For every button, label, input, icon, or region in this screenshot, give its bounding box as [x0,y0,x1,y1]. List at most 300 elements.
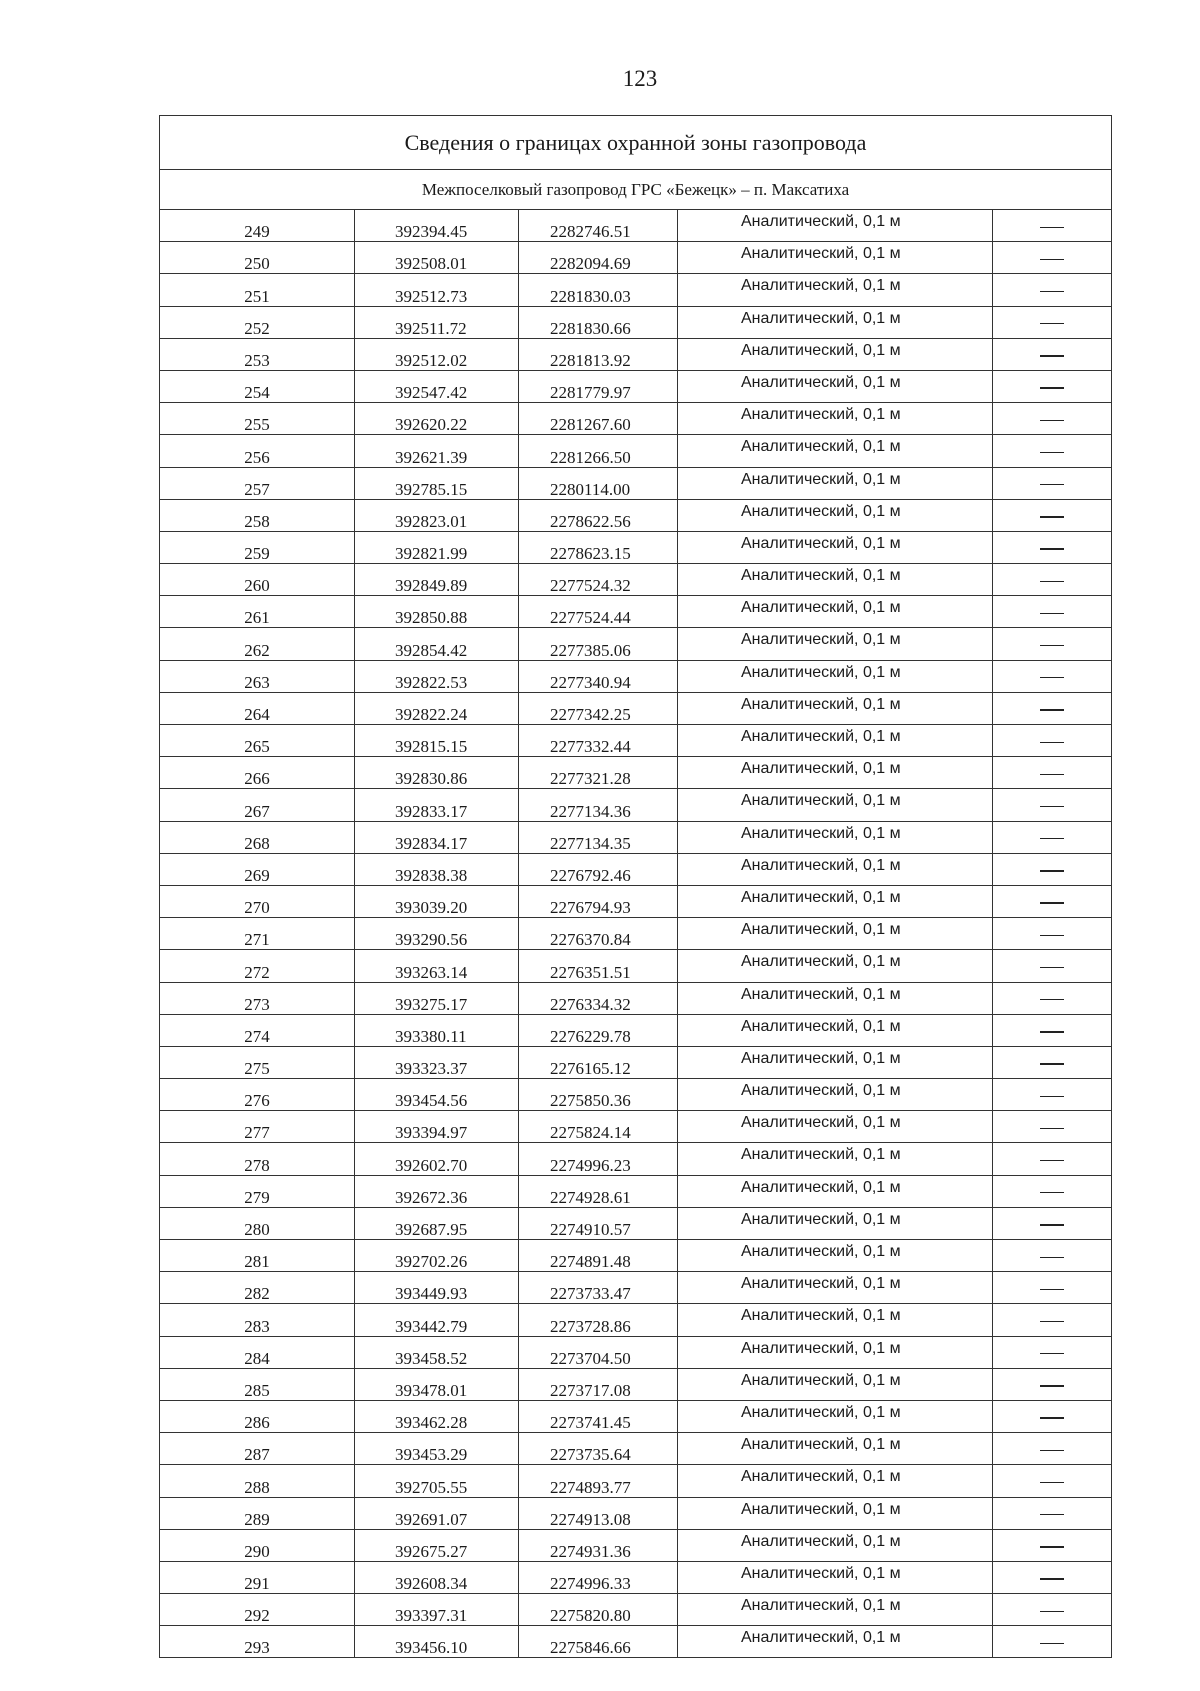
method-accuracy-cell: Аналитический, 0,1 м [678,1304,993,1336]
method-accuracy-cell: Аналитический, 0,1 м [678,435,993,467]
point-number-cell: 285 [160,1368,355,1400]
table-row [160,1433,1112,1465]
point-number-cell: 269 [160,853,355,885]
x-coordinate-cell: 392834.17 [355,821,519,853]
x-coordinate-cell: 392512.02 [355,338,519,370]
x-coordinate-cell: 392854.42 [355,628,519,660]
point-number-cell: 268 [160,821,355,853]
point-number-cell: 291 [160,1561,355,1593]
y-coordinate-cell: 2273733.47 [519,1272,678,1304]
extra-info-cell [993,1079,1112,1111]
table-row [160,1079,1112,1111]
y-coordinate-cell: 2274931.36 [519,1529,678,1561]
x-coordinate-cell: 393458.52 [355,1336,519,1368]
page-number: 123 [622,66,658,91]
y-coordinate-cell: 2281813.92 [519,338,678,370]
y-coordinate-cell: 2277385.06 [519,628,678,660]
method-accuracy-cell: Аналитический, 0,1 м [678,1433,993,1465]
point-number-cell: 283 [160,1304,355,1336]
point-number-cell: 290 [160,1529,355,1561]
y-coordinate-cell: 2275824.14 [519,1111,678,1143]
dash-mark [1040,1611,1064,1612]
method-accuracy-cell: Аналитический, 0,1 м [678,1368,993,1400]
table-subtitle-row [160,170,1112,210]
method-accuracy-cell: Аналитический, 0,1 м [678,564,993,596]
table-subtitle: Межпоселковый газопровод ГРС «Бежецк» – п. Максатиха [160,170,1112,210]
dash-mark [1040,1546,1064,1547]
dash-mark [1040,1160,1064,1161]
point-number-cell: 255 [160,403,355,435]
y-coordinate-cell: 2276794.93 [519,885,678,917]
extra-info-cell [993,1497,1112,1529]
table-row [160,1046,1112,1078]
table-row [160,1240,1112,1272]
x-coordinate-cell: 392687.95 [355,1207,519,1239]
method-accuracy-cell: Аналитический, 0,1 м [678,242,993,274]
dash-mark [1040,1192,1064,1193]
y-coordinate-cell: 2282094.69 [519,242,678,274]
x-coordinate-cell: 393449.93 [355,1272,519,1304]
point-number-cell: 263 [160,660,355,692]
y-coordinate-cell: 2281779.97 [519,370,678,402]
y-coordinate-cell: 2277134.36 [519,789,678,821]
extra-info-cell [993,564,1112,596]
table-row [160,692,1112,724]
x-coordinate-cell: 392621.39 [355,435,519,467]
dash-mark [1040,1063,1064,1064]
x-coordinate-cell: 393454.56 [355,1079,519,1111]
point-number-cell: 264 [160,692,355,724]
dash-mark [1040,1353,1064,1354]
point-number-cell: 280 [160,1207,355,1239]
x-coordinate-cell: 393380.11 [355,1014,519,1046]
point-number-cell: 256 [160,435,355,467]
extra-info-cell [993,757,1112,789]
extra-info-cell [993,821,1112,853]
dash-mark [1040,935,1064,936]
extra-info-cell [993,789,1112,821]
table-row [160,885,1112,917]
method-accuracy-cell: Аналитический, 0,1 м [678,950,993,982]
extra-info-cell [993,1368,1112,1400]
table-row [160,725,1112,757]
table-row [160,499,1112,531]
extra-info-cell [993,1046,1112,1078]
extra-info-cell [993,531,1112,563]
x-coordinate-cell: 393462.28 [355,1400,519,1432]
table-row [160,242,1112,274]
method-accuracy-cell: Аналитический, 0,1 м [678,1046,993,1078]
x-coordinate-cell: 393456.10 [355,1626,519,1658]
table-row [160,628,1112,660]
extra-info-cell [993,403,1112,435]
table-title-row [160,116,1112,170]
extra-info-cell [993,467,1112,499]
method-accuracy-cell: Аналитический, 0,1 м [678,1079,993,1111]
method-accuracy-cell: Аналитический, 0,1 м [678,789,993,821]
x-coordinate-cell: 392512.73 [355,274,519,306]
dash-mark [1040,1128,1064,1129]
dash-mark [1040,1482,1064,1483]
dash-mark [1040,1514,1064,1515]
y-coordinate-cell: 2274891.48 [519,1240,678,1272]
y-coordinate-cell: 2273741.45 [519,1400,678,1432]
point-number-cell: 250 [160,242,355,274]
method-accuracy-cell: Аналитический, 0,1 м [678,1175,993,1207]
x-coordinate-cell: 393039.20 [355,885,519,917]
method-accuracy-cell: Аналитический, 0,1 м [678,1465,993,1497]
y-coordinate-cell: 2276165.12 [519,1046,678,1078]
y-coordinate-cell: 2277321.28 [519,757,678,789]
point-number-cell: 258 [160,499,355,531]
dash-mark [1040,838,1064,839]
dash-mark [1040,870,1064,871]
extra-info-cell [993,1272,1112,1304]
table-row [160,950,1112,982]
table-row [160,660,1112,692]
method-accuracy-cell: Аналитический, 0,1 м [678,1240,993,1272]
point-number-cell: 251 [160,274,355,306]
extra-info-cell [993,1465,1112,1497]
extra-info-cell [993,370,1112,402]
point-number-cell: 253 [160,338,355,370]
dash-mark [1040,967,1064,968]
point-number-cell: 252 [160,306,355,338]
method-accuracy-cell: Аналитический, 0,1 м [678,1626,993,1658]
extra-info-cell [993,660,1112,692]
dash-mark [1040,902,1064,903]
x-coordinate-cell: 392394.45 [355,210,519,242]
dash-mark [1040,1289,1064,1290]
y-coordinate-cell: 2277134.35 [519,821,678,853]
point-number-cell: 289 [160,1497,355,1529]
table-row [160,918,1112,950]
extra-info-cell [993,1594,1112,1626]
x-coordinate-cell: 392833.17 [355,789,519,821]
x-coordinate-cell: 392705.55 [355,1465,519,1497]
point-number-cell: 287 [160,1433,355,1465]
point-number-cell: 293 [160,1626,355,1658]
table-row [160,1626,1112,1658]
point-number-cell: 266 [160,757,355,789]
x-coordinate-cell: 392822.53 [355,660,519,692]
y-coordinate-cell: 2273728.86 [519,1304,678,1336]
x-coordinate-cell: 392691.07 [355,1497,519,1529]
table-row [160,789,1112,821]
x-coordinate-cell: 392823.01 [355,499,519,531]
point-number-cell: 254 [160,370,355,402]
y-coordinate-cell: 2274996.33 [519,1561,678,1593]
x-coordinate-cell: 392850.88 [355,596,519,628]
point-number-cell: 284 [160,1336,355,1368]
y-coordinate-cell: 2275846.66 [519,1626,678,1658]
dash-mark [1040,516,1064,517]
table-row [160,1111,1112,1143]
extra-info-cell [993,242,1112,274]
y-coordinate-cell: 2277342.25 [519,692,678,724]
y-coordinate-cell: 2274910.57 [519,1207,678,1239]
table-row [160,821,1112,853]
point-number-cell: 271 [160,918,355,950]
table-row [160,1594,1112,1626]
extra-info-cell [993,1400,1112,1432]
method-accuracy-cell: Аналитический, 0,1 м [678,885,993,917]
table-row [160,338,1112,370]
y-coordinate-cell: 2276792.46 [519,853,678,885]
point-number-cell: 259 [160,531,355,563]
method-accuracy-cell: Аналитический, 0,1 м [678,757,993,789]
extra-info-cell [993,274,1112,306]
dash-mark [1040,291,1064,292]
table-row [160,1272,1112,1304]
extra-info-cell [993,1111,1112,1143]
table-row [160,210,1112,242]
method-accuracy-cell: Аналитический, 0,1 м [678,499,993,531]
dash-mark [1040,806,1064,807]
table-row [160,757,1112,789]
dash-mark [1040,1096,1064,1097]
x-coordinate-cell: 392821.99 [355,531,519,563]
method-accuracy-cell: Аналитический, 0,1 м [678,596,993,628]
extra-info-cell [993,1529,1112,1561]
x-coordinate-cell: 392785.15 [355,467,519,499]
point-number-cell: 261 [160,596,355,628]
dash-mark [1040,227,1064,228]
boundary-coordinates-table [159,115,1112,1658]
point-number-cell: 278 [160,1143,355,1175]
method-accuracy-cell: Аналитический, 0,1 м [678,1272,993,1304]
y-coordinate-cell: 2274928.61 [519,1175,678,1207]
x-coordinate-cell: 393263.14 [355,950,519,982]
extra-info-cell [993,1207,1112,1239]
x-coordinate-cell: 392815.15 [355,725,519,757]
method-accuracy-cell: Аналитический, 0,1 м [678,338,993,370]
point-number-cell: 270 [160,885,355,917]
table-row [160,306,1112,338]
y-coordinate-cell: 2282746.51 [519,210,678,242]
x-coordinate-cell: 393275.17 [355,982,519,1014]
table-row [160,853,1112,885]
table-row [160,1465,1112,1497]
method-accuracy-cell: Аналитический, 0,1 м [678,306,993,338]
dash-mark [1040,1031,1064,1032]
extra-info-cell [993,885,1112,917]
dash-mark [1040,1417,1064,1418]
extra-info-cell [993,435,1112,467]
method-accuracy-cell: Аналитический, 0,1 м [678,1561,993,1593]
method-accuracy-cell: Аналитический, 0,1 м [678,692,993,724]
extra-info-cell [993,692,1112,724]
y-coordinate-cell: 2276334.32 [519,982,678,1014]
extra-info-cell [993,950,1112,982]
x-coordinate-cell: 392838.38 [355,853,519,885]
extra-info-cell [993,1433,1112,1465]
dash-mark [1040,774,1064,775]
point-number-cell: 288 [160,1465,355,1497]
x-coordinate-cell: 392602.70 [355,1143,519,1175]
x-coordinate-cell: 392822.24 [355,692,519,724]
y-coordinate-cell: 2274913.08 [519,1497,678,1529]
y-coordinate-cell: 2277524.44 [519,596,678,628]
extra-info-cell [993,918,1112,950]
y-coordinate-cell: 2274893.77 [519,1465,678,1497]
x-coordinate-cell: 392620.22 [355,403,519,435]
point-number-cell: 279 [160,1175,355,1207]
point-number-cell: 276 [160,1079,355,1111]
point-number-cell: 267 [160,789,355,821]
y-coordinate-cell: 2281830.66 [519,306,678,338]
point-number-cell: 286 [160,1400,355,1432]
point-number-cell: 274 [160,1014,355,1046]
method-accuracy-cell: Аналитический, 0,1 м [678,660,993,692]
x-coordinate-cell: 392675.27 [355,1529,519,1561]
extra-info-cell [993,499,1112,531]
dash-mark [1040,323,1064,324]
point-number-cell: 281 [160,1240,355,1272]
y-coordinate-cell: 2277332.44 [519,725,678,757]
dash-mark [1040,420,1064,421]
x-coordinate-cell: 392672.36 [355,1175,519,1207]
y-coordinate-cell: 2277524.32 [519,564,678,596]
y-coordinate-cell: 2273735.64 [519,1433,678,1465]
point-number-cell: 265 [160,725,355,757]
table-row [160,370,1112,402]
dash-mark [1040,645,1064,646]
table-row [160,982,1112,1014]
method-accuracy-cell: Аналитический, 0,1 м [678,628,993,660]
method-accuracy-cell: Аналитический, 0,1 м [678,1014,993,1046]
table-row [160,1336,1112,1368]
table-row [160,1014,1112,1046]
x-coordinate-cell: 392511.72 [355,306,519,338]
y-coordinate-cell: 2278623.15 [519,531,678,563]
point-number-cell: 275 [160,1046,355,1078]
y-coordinate-cell: 2276351.51 [519,950,678,982]
y-coordinate-cell: 2281830.03 [519,274,678,306]
dash-mark [1040,484,1064,485]
extra-info-cell [993,1240,1112,1272]
dash-mark [1040,1385,1064,1386]
extra-info-cell [993,853,1112,885]
dash-mark [1040,259,1064,260]
x-coordinate-cell: 393442.79 [355,1304,519,1336]
table-row [160,274,1112,306]
dash-mark [1040,677,1064,678]
point-number-cell: 272 [160,950,355,982]
y-coordinate-cell: 2280114.00 [519,467,678,499]
table-row [160,1497,1112,1529]
x-coordinate-cell: 393290.56 [355,918,519,950]
dash-mark [1040,613,1064,614]
table-row [160,467,1112,499]
method-accuracy-cell: Аналитический, 0,1 м [678,821,993,853]
x-coordinate-cell: 393323.37 [355,1046,519,1078]
y-coordinate-cell: 2273704.50 [519,1336,678,1368]
point-number-cell: 292 [160,1594,355,1626]
dash-mark [1040,1224,1064,1225]
dash-mark [1040,581,1064,582]
extra-info-cell [993,1143,1112,1175]
table-row [160,531,1112,563]
y-coordinate-cell: 2281266.50 [519,435,678,467]
extra-info-cell [993,338,1112,370]
extra-info-cell [993,306,1112,338]
method-accuracy-cell: Аналитический, 0,1 м [678,1143,993,1175]
table-row [160,564,1112,596]
x-coordinate-cell: 392849.89 [355,564,519,596]
dash-mark [1040,1578,1064,1579]
method-accuracy-cell: Аналитический, 0,1 м [678,403,993,435]
dash-mark [1040,387,1064,388]
table-row [160,1529,1112,1561]
table-row [160,1175,1112,1207]
y-coordinate-cell: 2275850.36 [519,1079,678,1111]
x-coordinate-cell: 392702.26 [355,1240,519,1272]
x-coordinate-cell: 392608.34 [355,1561,519,1593]
y-coordinate-cell: 2276370.84 [519,918,678,950]
y-coordinate-cell: 2275820.80 [519,1594,678,1626]
dash-mark [1040,1321,1064,1322]
extra-info-cell [993,210,1112,242]
method-accuracy-cell: Аналитический, 0,1 м [678,210,993,242]
extra-info-cell [993,596,1112,628]
table-row [160,1304,1112,1336]
method-accuracy-cell: Аналитический, 0,1 м [678,1497,993,1529]
method-accuracy-cell: Аналитический, 0,1 м [678,274,993,306]
point-number-cell: 282 [160,1272,355,1304]
table-row [160,1561,1112,1593]
method-accuracy-cell: Аналитический, 0,1 м [678,1207,993,1239]
method-accuracy-cell: Аналитический, 0,1 м [678,725,993,757]
extra-info-cell [993,1626,1112,1658]
method-accuracy-cell: Аналитический, 0,1 м [678,1111,993,1143]
extra-info-cell [993,725,1112,757]
dash-mark [1040,709,1064,710]
table-row [160,403,1112,435]
extra-info-cell [993,982,1112,1014]
method-accuracy-cell: Аналитический, 0,1 м [678,982,993,1014]
x-coordinate-cell: 392508.01 [355,242,519,274]
method-accuracy-cell: Аналитический, 0,1 м [678,853,993,885]
table-title: Сведения о границах охранной зоны газопровода [160,116,1112,170]
table-row [160,1368,1112,1400]
table-row [160,1400,1112,1432]
x-coordinate-cell: 392830.86 [355,757,519,789]
point-number-cell: 273 [160,982,355,1014]
extra-info-cell [993,1175,1112,1207]
y-coordinate-cell: 2281267.60 [519,403,678,435]
y-coordinate-cell: 2274996.23 [519,1143,678,1175]
dash-mark [1040,548,1064,549]
method-accuracy-cell: Аналитический, 0,1 м [678,467,993,499]
x-coordinate-cell: 393453.29 [355,1433,519,1465]
method-accuracy-cell: Аналитический, 0,1 м [678,918,993,950]
y-coordinate-cell: 2273717.08 [519,1368,678,1400]
x-coordinate-cell: 393394.97 [355,1111,519,1143]
method-accuracy-cell: Аналитический, 0,1 м [678,531,993,563]
extra-info-cell [993,1304,1112,1336]
table-row [160,596,1112,628]
point-number-cell: 262 [160,628,355,660]
dash-mark [1040,742,1064,743]
table-row [160,1143,1112,1175]
method-accuracy-cell: Аналитический, 0,1 м [678,1594,993,1626]
point-number-cell: 249 [160,210,355,242]
point-number-cell: 260 [160,564,355,596]
y-coordinate-cell: 2277340.94 [519,660,678,692]
dash-mark [1040,1643,1064,1644]
dash-mark [1040,452,1064,453]
